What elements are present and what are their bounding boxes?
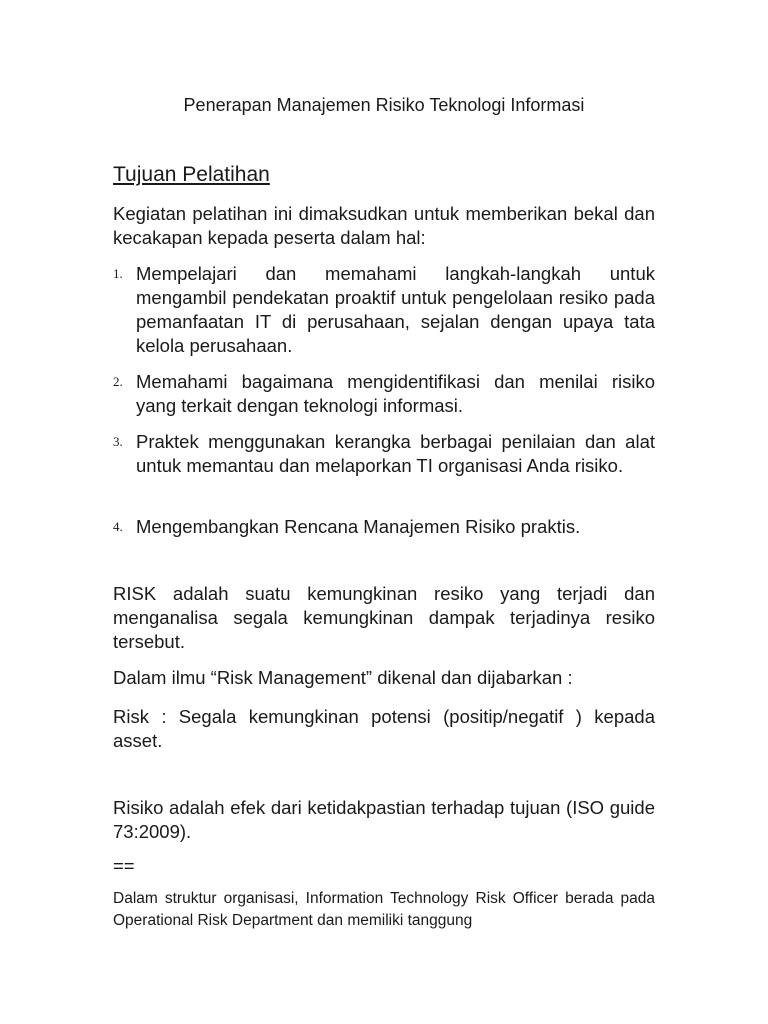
document-title: Penerapan Manajemen Risiko Teknologi Informasi	[183, 95, 585, 115]
intro-paragraph: Kegiatan pelatihan ini dimaksudkan untuk memberikan bekal dan kecakapan kepada peserta dalam hal:	[113, 203, 655, 248]
list-number: 2.	[113, 374, 123, 389]
list-number: 1.	[113, 266, 123, 281]
risk-management-paragraph: Dalam ilmu “Risk Management” dikenal dan dijabarkan :	[113, 667, 573, 688]
list-item	[113, 515, 655, 539]
structure-paragraph: Dalam struktur organisasi, Information Technology Risk Officer berada pada Operational Risk Department dan memiliki tanggung	[113, 890, 655, 929]
list-item-text: Mengembangkan Rencana Manajemen Risiko praktis.	[136, 516, 581, 537]
risk-line-paragraph: Risk : Segala kemungkinan potensi (positip/negatif ) kepada asset.	[113, 706, 655, 751]
list-number: 4.	[113, 519, 123, 534]
risk-definition-paragraph: RISK adalah suatu kemungkinan resiko yang terjadi dan menganalisa segala kemungkinan dampak terjadinya resiko tersebut.	[113, 583, 655, 652]
list-item-text: Mempelajari dan memahami langkah-langkah untuk mengambil pendekatan proaktif untuk pengelolaan resiko pada pemanfaatan IT di perusahaan, sejalan dengan upaya tata kelola perusahaan.	[136, 263, 655, 356]
list-number: 3.	[113, 434, 123, 449]
list-item	[113, 370, 655, 418]
list-item-text: Praktek menggunakan kerangka berbagai penilaian dan alat untuk memantau dan melaporkan TI organisasi Anda risiko.	[136, 431, 655, 476]
separator-text: ==	[113, 855, 135, 876]
list-item-text: Memahami bagaimana mengidentifikasi dan menilai risiko yang terkait dengan teknologi informasi.	[136, 371, 655, 416]
risiko-paragraph: Risiko adalah efek dari ketidakpastian terhadap tujuan (ISO guide 73:2009).	[113, 797, 655, 842]
list-item	[113, 430, 655, 478]
section-heading: Tujuan Pelatihan	[113, 163, 270, 186]
list-item	[113, 262, 655, 358]
